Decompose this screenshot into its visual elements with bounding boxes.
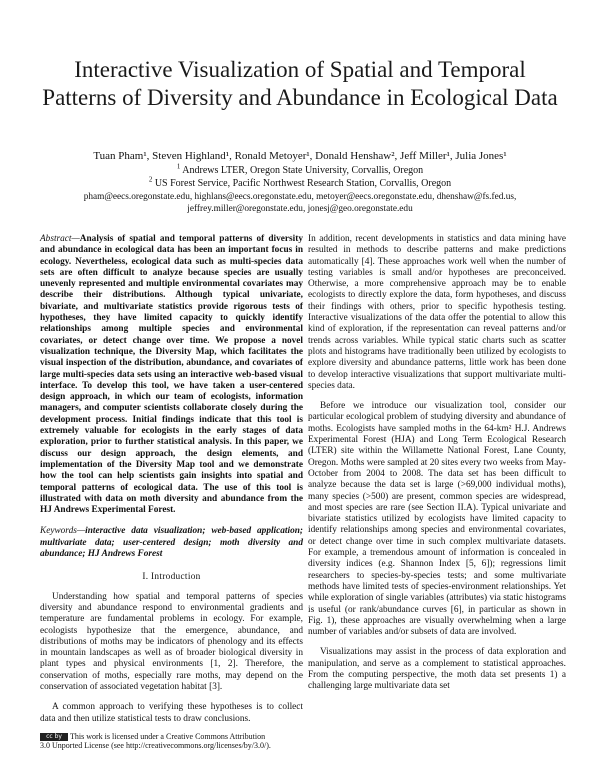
keywords-text: interactive data visualization; web-based application; multivariate data; user-centered design; moth diversity and abundance; HJ Andrews Forest xyxy=(40,526,303,560)
affiliation-1 xyxy=(30,162,570,177)
license-line-1: This work is licensed under a Creative Commons Attribution xyxy=(70,732,266,741)
affiliation-2 xyxy=(30,175,570,190)
right-paragraph-2: Before we introduce our visualization tool, consider our particular ecological problem of studying diversity and abundance of moths. Ecologists have sampled moths in the 64-km² H.J. Andrews Experimental Forest (HJA) and Long Term Ecological Research (LTER) site within the Willamette National Forest, Lane County, Oregon. Moths were sampled at 20 sites every two weeks from May-October from 2004 to 2008. The data set has been difficult to analyze because the data set is large (>69,000 individual moths), many species (>500) are present, common species are widespread, and most species are rare (see Section II.A). Typical univariate and bivariate statistics utilized by ecologists have limited capacity to identify relationships among species and environmental covariates, or detect change over time in such complex multivariate datasets. For example, a tremendous amount of information is concealed in diversity indices (e.g. Shannon Index [5, 6]); regressions limit researchers to species-by-species tests; and some multivariate methods have limited tests of species-environment relationships. Yet while exploration of single variables (attributes) via static histograms is useful (or rank/abundance curves [6], in particular as shown in Fig. 1), these approaches are visually overwhelming when a large number of variables and/or subsets of data are involved. xyxy=(308,401,566,638)
section-heading-introduction: I. Introduction xyxy=(142,572,201,583)
license-line-2: 3.0 Unported License (see http://creativecommons.org/licenses/by/3.0/). xyxy=(40,741,271,751)
author-list: Tuan Pham¹, Steven Highland¹, Ronald Metoyer¹, Donald Henshaw², Jeff Miller¹, Julia Jones¹ xyxy=(93,150,507,162)
affiliation-text: Andrews LTER, Oregon State University, Corvallis, Oregon xyxy=(182,165,424,176)
keywords xyxy=(40,526,303,560)
creative-commons-icon: cc by xyxy=(40,733,68,741)
abstract-text: Analysis of spatial and temporal patterns of diversity and abundance in ecological data has been an important focus in ecology. Nevertheless, ecological data such as multi-species data sets are often difficult to analyze because species are usually unevenly represented and multiple environmental covariates may describe their distributions. Although typical univariate, bivariate, and multivariate statistics provide rigorous tests of hypotheses, they have limited capacity to quickly identify relationships among multiple species and environmental covariates, or detect change over time. We propose a novel visualization technique, the Diversity Map, which facilitates the visual inspection of the distribution, abundance, and covariates of large multi-species data sets using an interactive web-based visual interface. To develop this tool, we have taken a user-centered design approach, in which our team of ecologists, information managers, and computer scientists collaborate closely during the development process. Initial findings indicate that this tool is extremely valuable for ecologists in the early stages of data exploration, prior to further statistical analysis. In this paper, we discuss our design approach, the design elements, and implementation of the Diversity Map tool and we demonstrate how the tool can help scientists gain insights into spatial and temporal patterns of ecological data. The use of this tool is illustrated with data on moth diversity and abundance from the HJ Andrews Experimental Forest. xyxy=(40,234,303,516)
emails-line-1: pham@eecs.oregonstate.edu, highlans@eecs.oregonstate.edu, metoyer@eecs.oregonstate.edu, dhenshaw@fs.fed.us, xyxy=(83,192,517,202)
license-footnote xyxy=(40,732,303,750)
intro-paragraph-1: Understanding how spatial and temporal patterns of species diversity and abundance respond to environmental gradients and temperature are fundamental problems in ecology. For example, ecologists hypothesize that the emergence, abundance, and distributions of moths may be indicators of phenology and its effects in mountain landscapes as well as of broader biological diversity in plant types and physical environments [1, 2]. Therefore, the conservation of moths, especially rare moths, may depend on the conservation of associated vegetation habitat [3]. xyxy=(40,591,303,692)
right-column xyxy=(308,234,566,693)
affiliation-text: US Forest Service, Pacific Northwest Research Station, Corvallis, Oregon xyxy=(154,178,452,189)
affiliation-number: 2 xyxy=(148,175,153,184)
left-column xyxy=(40,234,303,725)
keywords-lead: Keywords— xyxy=(40,526,86,537)
intro-paragraph-2: A common approach to verifying these hypotheses is to collect data and then utilize statistical tests to draw conclusions. xyxy=(40,702,303,724)
right-paragraph-3: Visualizations may assist in the process of data exploration and manipulation, and serve as a complement to statistical approaches. From the computing perspective, the moth data set presents 1) a challenging large multivariate data set xyxy=(308,647,566,692)
affiliation-number: 1 xyxy=(176,162,181,171)
right-paragraph-1: In addition, recent developments in statistics and data mining have resulted in methods to describe patterns and make predictions automatically [4]. These approaches work well when the number of testing variables is small and/or hypotheses are preconceived. Otherwise, a more comprehensive approach may be to enable ecologists to directly explore the data, form hypotheses, and discuss their findings with others, prior to specific hypothesis testing. Interactive visualizations of the data offer the potential to allow this kind of exploration, if the representation can reveal patterns and/or trends across variables. While typical static charts such as scatter plots and histograms have traditionally been utilized by ecologists to explore diversity and abundance patterns, little work has been done to develop interactive visualizations that support multivariate multi-species data. xyxy=(308,234,566,391)
abstract-lead: Abstract— xyxy=(40,234,80,244)
author-emails xyxy=(60,191,540,215)
emails-line-2: jeffrey.miller@oregonstate.edu, jonesj@geo.oregonstate.edu xyxy=(187,204,413,214)
abstract xyxy=(40,234,303,516)
paper-title: Interactive Visualization of Spatial and Temporal Patterns of Diversity and Abundance in Ecological Data xyxy=(42,57,558,110)
